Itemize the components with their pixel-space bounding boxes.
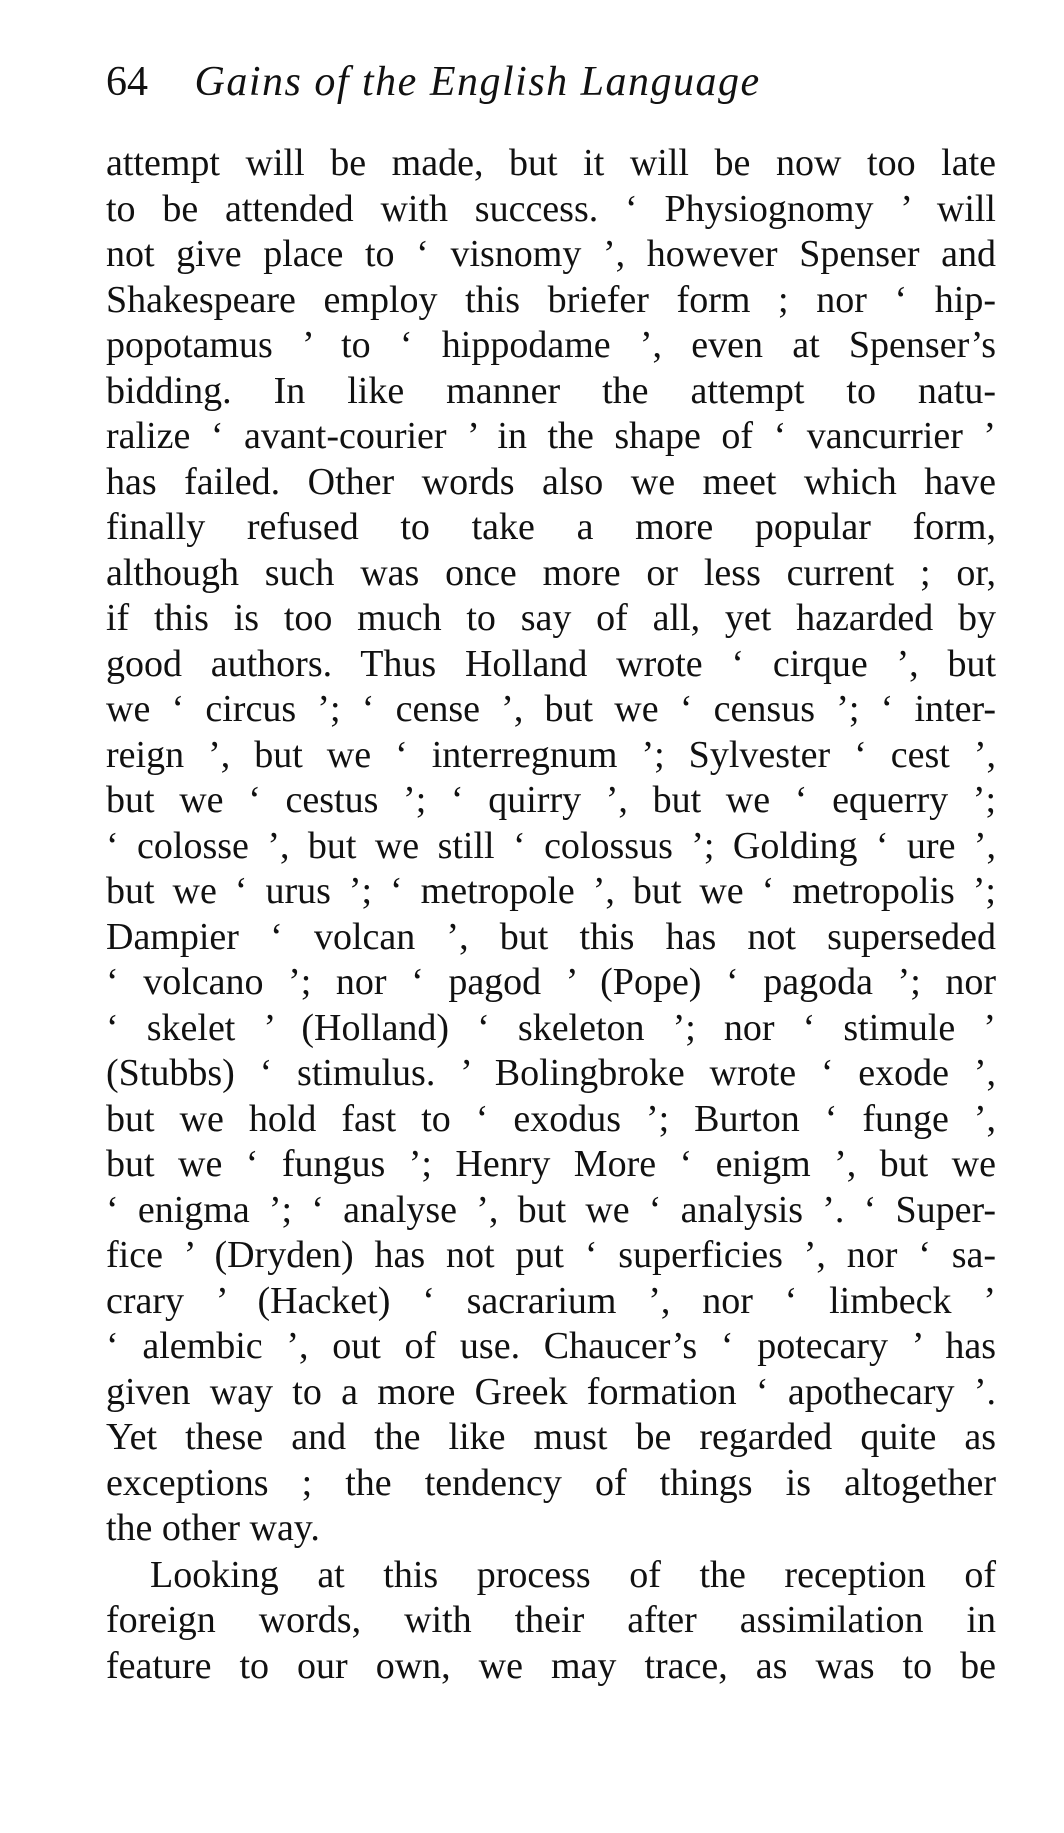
- text-line: attempt will be made, but it will be now too late: [106, 142, 996, 184]
- paragraph-1: [106, 141, 996, 1552]
- text-line: not give place to ‘ visnomy ’, however Spenser and: [106, 233, 996, 275]
- text-line: Yet these and the like must be regarded quite as: [106, 1416, 996, 1458]
- paragraph-2: [106, 1553, 996, 1690]
- text-line: Dampier ‘ volcan ’, but this has not superseded: [106, 915, 996, 958]
- text-line: crary ’ (Hacket) ‘ sacrarium ’, nor ‘ limbeck ’: [106, 1279, 996, 1322]
- text-line: although such was once more or less current ; or,: [106, 551, 996, 594]
- running-header: [106, 50, 986, 114]
- text-line: ralize ‘ avant-courier ’ in the shape of ‘ vancurrier ’: [106, 415, 996, 457]
- text-line: but we ‘ cestus ’; ‘ quirry ’, but we ‘ equerry ’;: [106, 779, 996, 821]
- running-title: Gains of the English Language: [194, 59, 761, 105]
- text-line: the other way.: [106, 1507, 320, 1549]
- text-line: exceptions ; the tendency of things is altogether: [106, 1461, 996, 1504]
- text-line: we ‘ circus ’; ‘ cense ’, but we ‘ census ’; ‘ inter-: [106, 688, 996, 730]
- text-line: ‘ colosse ’, but we still ‘ colossus ’; Golding ‘ ure ’,: [106, 824, 996, 867]
- text-line: given way to a more Greek formation ‘ apothecary ’.: [106, 1370, 996, 1413]
- text-line: Looking at this process of the reception of: [150, 1553, 996, 1596]
- text-line: bidding. In like manner the attempt to natu-: [106, 369, 996, 412]
- text-line: but we ‘ fungus ’; Henry More ‘ enigm ’, but we: [106, 1143, 996, 1185]
- text-line: (Stubbs) ‘ stimulus. ’ Bolingbroke wrote ‘ exode ’,: [106, 1052, 996, 1094]
- text-line: Shakespeare employ this briefer form ; nor ‘ hip-: [106, 278, 996, 321]
- text-line: has failed. Other words also we meet which have: [106, 460, 996, 503]
- text-line: foreign words, with their after assimilation in: [106, 1599, 996, 1641]
- text-line: fice ’ (Dryden) has not put ‘ superficies ’, nor ‘ sa-: [106, 1234, 996, 1276]
- body-text: [106, 141, 996, 1689]
- text-line: good authors. Thus Holland wrote ‘ cirque ’, but: [106, 642, 996, 685]
- text-line: but we ‘ urus ’; ‘ metropole ’, but we ‘ metropolis ’;: [106, 870, 996, 912]
- text-line: ‘ alembic ’, out of use. Chaucer’s ‘ potecary ’ has: [106, 1325, 996, 1367]
- text-line: feature to our own, we may trace, as was to be: [106, 1644, 996, 1687]
- text-line: popotamus ’ to ‘ hippodame ’, even at Spenser’s: [106, 324, 996, 366]
- text-line: to be attended with success. ‘ Physiognomy ’ will: [106, 187, 996, 230]
- page-number: 64: [106, 59, 148, 105]
- text-line: ‘ enigma ’; ‘ analyse ’, but we ‘ analysis ’. ‘ Super-: [106, 1188, 996, 1231]
- text-line: but we hold fast to ‘ exodus ’; Burton ‘ funge ’,: [106, 1097, 996, 1140]
- text-line: ‘ skelet ’ (Holland) ‘ skeleton ’; nor ‘ stimule ’: [106, 1006, 996, 1049]
- text-line: ‘ volcano ’; nor ‘ pagod ’ (Pope) ‘ pagoda ’; nor: [106, 961, 996, 1003]
- text-line: reign ’, but we ‘ interregnum ’; Sylvester ‘ cest ’,: [106, 733, 996, 776]
- text-line: if this is too much to say of all, yet hazarded by: [106, 597, 996, 639]
- text-line: finally refused to take a more popular form,: [106, 506, 996, 548]
